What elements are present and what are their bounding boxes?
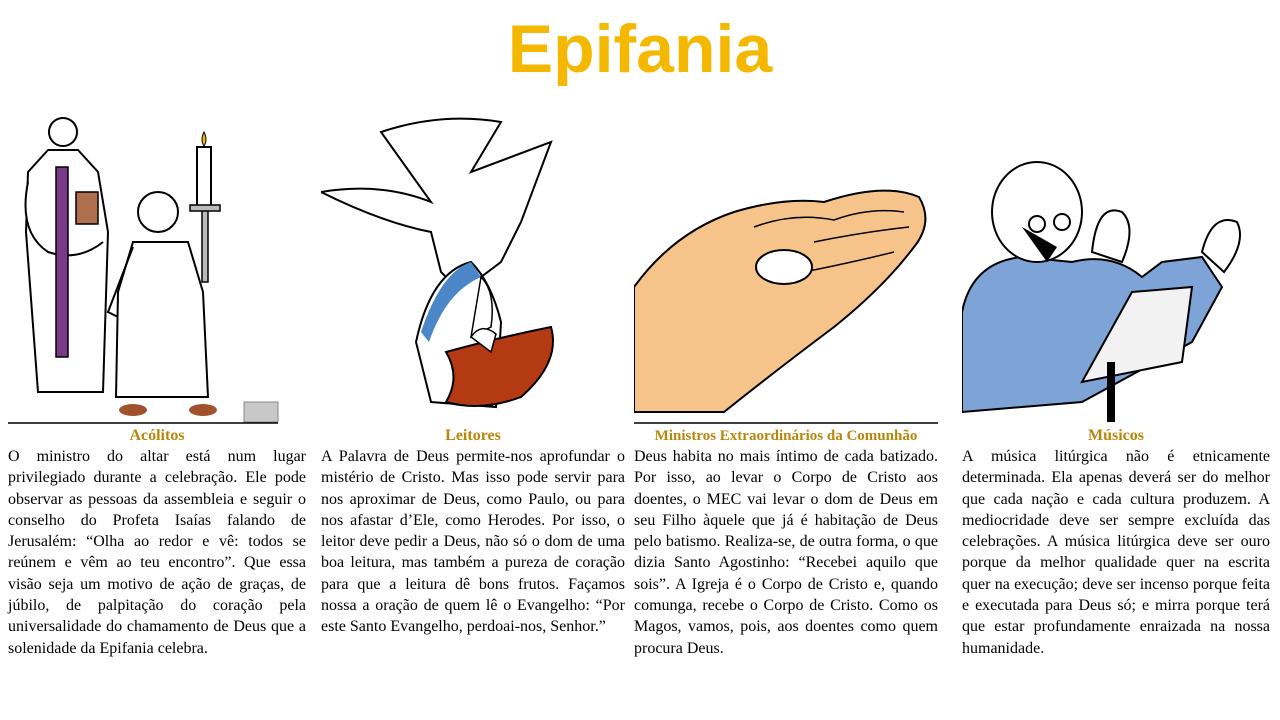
heading-acolitos: Acólitos [129,427,185,444]
heading-musicos: Músicos [1088,427,1144,444]
altar-servers-icon [8,112,306,424]
reader-dove-illustration [321,112,625,424]
conductor-illustration [962,112,1270,424]
hands-host-illustration [634,112,938,424]
hands-host-icon [634,112,938,424]
page-title: Epifania [507,11,773,87]
heading-leitores: Leitores [445,427,501,444]
altar-servers-illustration [8,112,306,424]
column-musicos [962,112,1270,659]
text-musicos: A música litúrgica não é etnicamente determinada. Ela apenas deverá ser do melhor que cada nação e cada cultura produzem. A mediocridade deve ser sempre excluída das celebrações. A música litúrgica deve ser ouro porque da melhor qualidade quer na escrita quer na execução; deve ser incenso porque feita e executada para Deus só; e mirra porque terá que estar profundamente enraizada na nossa humanidade. [962,448,1270,657]
column-ministros [634,112,938,659]
column-acolitos [8,112,306,659]
dove-reader-icon [321,112,625,424]
text-ministros: Deus habita no mais íntimo de cada batizado. Por isso, ao levar o Corpo de Cristo aos doentes, o MEC vai levar o dom de Deus em seu Filho àquele que já é habitação de Deus pelo batismo. Realiza-se, de outra forma, o que dizia Santo Agostinho: “Recebei aquilo que sois”. A Igreja é o Corpo de Cristo e, quando comunga, recebe o Corpo de Cristo. Como os Magos, vamos, pois, aos doentes como quem procura Deus. [634,448,938,657]
conductor-icon [962,112,1270,424]
column-leitores [321,112,625,638]
heading-ministros: Ministros Extraordinários da Comunhão [654,428,918,444]
text-leitores: A Palavra de Deus permite-nos aprofundar o mistério de Cristo. Mas isso pode servir para nos aproximar de Deus, como Paulo, ou para nos afastar d’Ele, como Herodes. Por isso, o leitor deve pedir a Deus, não só o dom de uma boa leitura, mas também a pureza de coração para que a leitura dê bons frutos. Façamos nossa a oração de quem lê o Evangelho: “Por este Santo Evangelho, perdoai-nos, Senhor.” [321,448,625,636]
text-acolitos: O ministro do altar está num lugar privilegiado durante a celebração. Ele pode observar as pessoas da assembleia e seguir o conselho do Profeta Isaías falando de Jerusalém: “Olha ao redor e vê: todos se reúnem e vêm ao teu encontro”. Que essa visão seja um motivo de ação de graças, de júbilo, de palpitação do coração pela universalidade do chamamento de Deus que a solenidade da Epifania celebra. [8,448,306,657]
